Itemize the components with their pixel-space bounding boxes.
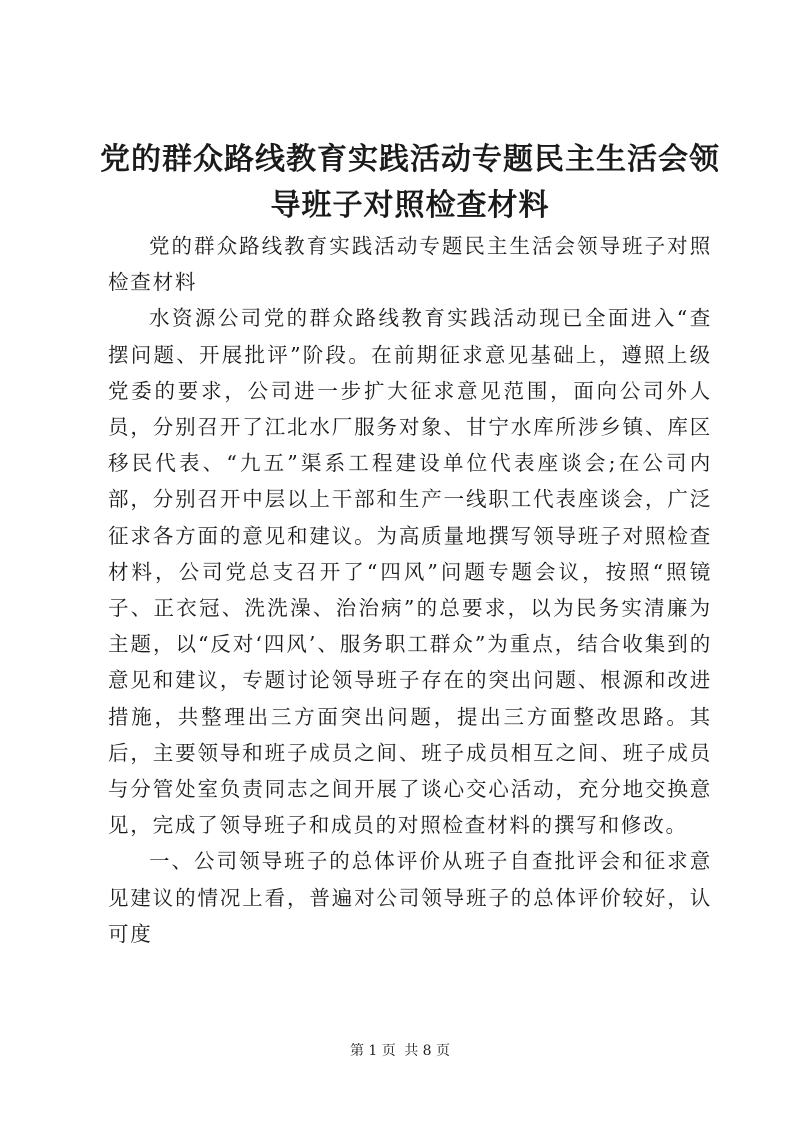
page-total: 共 8 页 — [404, 1043, 451, 1059]
paragraph-subtitle: 党的群众路线教育实践活动专题民主生活会领导班子对照检查材料 — [108, 234, 712, 295]
document-body — [108, 228, 712, 952]
paragraph-section-one: 一、公司领导班子的总体评价从班子自查批评会和征求意见建议的情况上看，普遍对公司领导班子的总体评价较好，认可度 — [108, 849, 712, 946]
document-title: 党的群众路线教育实践活动专题民主生活会领导班子对照检查材料 — [100, 142, 720, 223]
page-footer — [0, 1041, 800, 1061]
page-number: 第 1 页 — [349, 1043, 396, 1059]
paragraph-intro: 水资源公司党的群众路线教育实践活动现已全面进入“查摆问题、开展批评”阶段。在前期征求意见基础上，遵照上级党委的要求，公司进一步扩大征求意见范围，面向公司外人员，分别召开了江北水厂服务对象、甘宁水库所涉乡镇、库区移民代表、“九五”渠系工程建设单位代表座谈会;在公司内部，分别召开中层以上干部和生产一线职工代表座谈会，广泛征求各方面的意见和建议。为高质量地撰写领导班子对照检查材料，公司党总支召开了“四风”问题专题会议，按照“照镜子、正衣冠、洗洗澡、治治病”的总要求，以为民务实清廉为主题，以“反对‘四风’、服务职工群众”为重点，结合收集到的意见和建议，专题讨论领导班子存在的突出问题、根源和改进措施，共整理出三方面突出问题，提出三方面整改思路。其后，主要领导和班子成员之间、班子成员相互之间、班子成员与分管处室负责同志之间开展了谈心交心活动，充分地交换意见，完成了领导班子和成员的对照检查材料的撰写和修改。 — [108, 306, 712, 838]
